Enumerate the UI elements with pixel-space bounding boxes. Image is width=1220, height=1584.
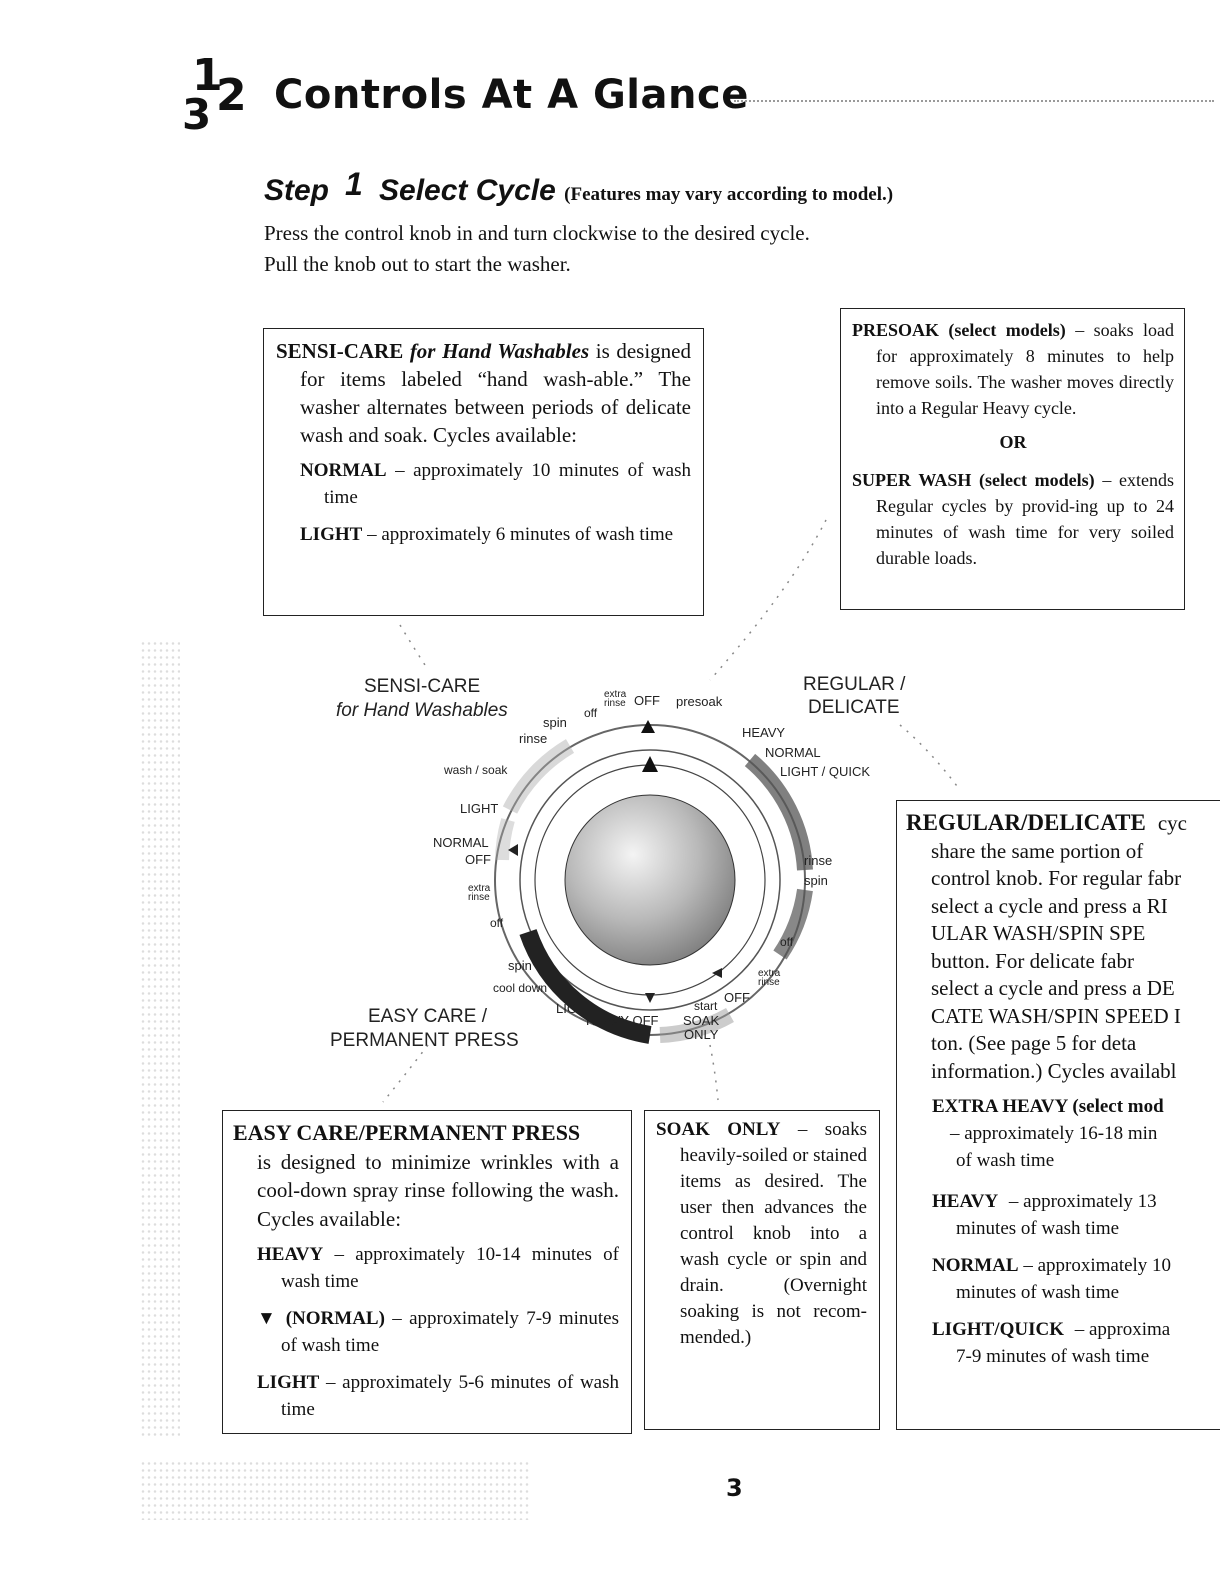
regular-desc-1: share the same portion of bbox=[931, 838, 1144, 863]
scan-noise-left bbox=[140, 640, 180, 1440]
easy-normal-desc: – approximately 7-9 minutes of wash time bbox=[281, 1308, 620, 1356]
dial-extra-left: extra bbox=[468, 883, 491, 894]
dial-normal-left: NORMAL bbox=[433, 835, 489, 850]
regular-extra-heavy-l1: – approximately 16-18 min bbox=[950, 1123, 1158, 1144]
presoak-name: PRESOAK (select models) bbox=[852, 320, 1066, 340]
easy-light-desc: – approximately 5-6 minutes of wash time bbox=[281, 1372, 620, 1420]
dial-regular-sub: DELICATE bbox=[808, 697, 900, 718]
dial-light-left: LIGHT bbox=[460, 801, 499, 816]
easy-normal-name: ▼ (NORMAL) bbox=[257, 1308, 385, 1329]
dial-normal: NORMAL bbox=[765, 745, 821, 760]
dial-spin-left: spin bbox=[508, 958, 532, 973]
dial-rinse-right: rinse bbox=[804, 853, 833, 868]
regular-normal-name: NORMAL bbox=[932, 1255, 1019, 1276]
dial-light-bottom: LIGHT bbox=[556, 1001, 595, 1016]
sensi-care-name: SENSI-CARE bbox=[276, 339, 404, 363]
intro-line-2: Pull the knob out to start the washer. bbox=[264, 252, 571, 276]
dial-sensi-sub: for Hand Washables bbox=[336, 700, 508, 721]
logo-digit-1: 1 bbox=[192, 50, 223, 101]
regular-heavy-l1: – approximately 13 bbox=[1008, 1191, 1157, 1212]
regular-light-name: LIGHT/QUICK bbox=[932, 1319, 1064, 1340]
dial-soak-1: SOAK bbox=[683, 1013, 720, 1028]
dial-sensi-title: SENSI-CARE bbox=[364, 676, 481, 697]
page-title: Controls At A Glance bbox=[274, 72, 749, 118]
dial-spin-right: spin bbox=[804, 873, 828, 888]
regular-light-l1: – approxima bbox=[1074, 1319, 1171, 1340]
regular-desc-2: control knob. For regular fabr bbox=[931, 866, 1182, 890]
dial-OFF-right: OFF bbox=[724, 990, 750, 1005]
regular-extra-heavy-name: EXTRA HEAVY (select mod bbox=[932, 1096, 1164, 1117]
scan-noise-bottom bbox=[140, 1460, 530, 1520]
logo-digit-2: 2 bbox=[216, 70, 247, 121]
regular-light-l2: 7-9 minutes of wash time bbox=[956, 1346, 1150, 1367]
dial-presoak: presoak bbox=[676, 694, 723, 709]
dial-top-extra: extra bbox=[604, 689, 627, 700]
regular-heavy-name: HEAVY bbox=[932, 1191, 999, 1212]
regular-desc-4: ULAR WASH/SPIN SPE bbox=[931, 921, 1146, 945]
dial-easy-title: EASY CARE / bbox=[368, 1006, 487, 1027]
regular-desc-6: select a cycle and press a DE bbox=[931, 976, 1175, 1000]
easy-light-name: LIGHT bbox=[257, 1372, 320, 1393]
regular-desc-0: cyc bbox=[1157, 811, 1187, 835]
regular-extra-heavy-l2: of wash time bbox=[956, 1150, 1055, 1171]
regular-desc-8: ton. (See page 5 for deta bbox=[931, 1031, 1137, 1055]
easy-heavy-desc: – approximately 10-14 minutes of wash time bbox=[281, 1244, 620, 1292]
dial-top-off: off bbox=[584, 706, 598, 720]
leader-presoak bbox=[710, 520, 826, 680]
dial-easy-sub: PERMANENT PRESS bbox=[330, 1030, 519, 1051]
super-wash-name: SUPER WASH (select models) bbox=[852, 470, 1095, 490]
dial-regular-title: REGULAR / bbox=[803, 674, 906, 695]
presoak-desc: – soaks load for approximately 8 minutes to help remove soils. The washer moves directly into a Regular Heavy cycle. bbox=[876, 320, 1174, 418]
regular-name: REGULAR/DELICATE bbox=[906, 810, 1146, 835]
regular-desc-5: button. For delicate fabr bbox=[931, 948, 1134, 973]
dial-wash-soak: wash / soak bbox=[444, 763, 508, 777]
sensi-care-italic: for Hand Washables bbox=[409, 339, 590, 363]
dial-off-right: off bbox=[780, 935, 794, 949]
dial-rinse-left-2: rinse bbox=[468, 892, 490, 903]
sensi-normal-name: NORMAL bbox=[300, 460, 387, 481]
dial-off-left: off bbox=[490, 916, 504, 930]
super-wash-desc: – extends Regular cycles by provid-ing up to 24 minutes of wash time for very soiled durable loads. bbox=[876, 470, 1174, 568]
dial-top-OFF: OFF bbox=[634, 693, 660, 708]
leader-sensi bbox=[400, 625, 425, 665]
soak-only-desc: – soaks heavily-soiled or stained items as desired. The user then advances the control knob into a wash cycle or spin and drain. (Overnight soaking is not recom-mended.) bbox=[680, 1119, 867, 1348]
easy-care-name: EASY CARE/PERMANENT PRESS bbox=[233, 1120, 581, 1145]
step-number: 1 bbox=[345, 166, 363, 202]
leader-regular bbox=[900, 725, 960, 790]
dial-rinse-right-2: rinse bbox=[758, 977, 780, 988]
dial-rinse-left: rinse bbox=[519, 731, 548, 746]
easy-care-desc: is designed to minimize wrinkles with a cool-down spray rinse following the wash. Cycles available: bbox=[257, 1149, 619, 1231]
intro-line-1: Press the control knob in and turn clockwise to the desired cycle. bbox=[264, 221, 810, 245]
soak-only-name: SOAK ONLY bbox=[656, 1119, 781, 1140]
dial-extra-right: extra bbox=[758, 968, 781, 979]
sensi-care-desc: is designed for items labeled “hand wash-able.” The washer alternates between periods of delicate wash and soak. Cycles available: bbox=[300, 339, 691, 447]
dial-start: start bbox=[694, 999, 718, 1013]
regular-desc-9: information.) Cycles availabl bbox=[931, 1058, 1177, 1083]
easy-heavy-name: HEAVY bbox=[257, 1244, 324, 1265]
dial-top-rinse: rinse bbox=[604, 698, 626, 709]
dial-heavy-off: HEAVY OFF bbox=[586, 1013, 659, 1028]
leader-easy-care bbox=[383, 1045, 428, 1102]
logo-digit-3: 3 bbox=[182, 90, 212, 139]
regular-desc-7: CATE WASH/SPIN SPEED I bbox=[931, 1003, 1181, 1028]
dial-cool-down: cool down bbox=[493, 981, 548, 995]
regular-desc-3: select a cycle and press a RI bbox=[931, 893, 1168, 918]
step-note: (Features may vary according to model.) bbox=[564, 184, 894, 205]
page-number: 3 bbox=[726, 1474, 743, 1502]
regular-normal-l2: minutes of wash time bbox=[956, 1282, 1120, 1303]
regular-normal-l1: – approximately 10 bbox=[1023, 1255, 1172, 1276]
dial-heavy: HEAVY bbox=[742, 725, 786, 740]
sensi-normal-desc: – approximately 10 minutes of wash time bbox=[324, 460, 692, 508]
regular-heavy-l2: minutes of wash time bbox=[956, 1218, 1120, 1239]
dial-spin-top: spin bbox=[543, 715, 567, 730]
dial-OFF-left: OFF bbox=[465, 852, 491, 867]
presoak-or: OR bbox=[999, 432, 1027, 452]
dial-light-quick: LIGHT / QUICK bbox=[780, 764, 871, 779]
leader-soak bbox=[710, 1045, 718, 1100]
sensi-light-name: LIGHT bbox=[300, 524, 363, 545]
step-title: Select Cycle bbox=[379, 174, 556, 207]
dial-soak-2: ONLY bbox=[684, 1027, 719, 1042]
sensi-light-desc: – approximately 6 minutes of wash time bbox=[367, 524, 674, 545]
step-label: Step bbox=[264, 174, 330, 207]
